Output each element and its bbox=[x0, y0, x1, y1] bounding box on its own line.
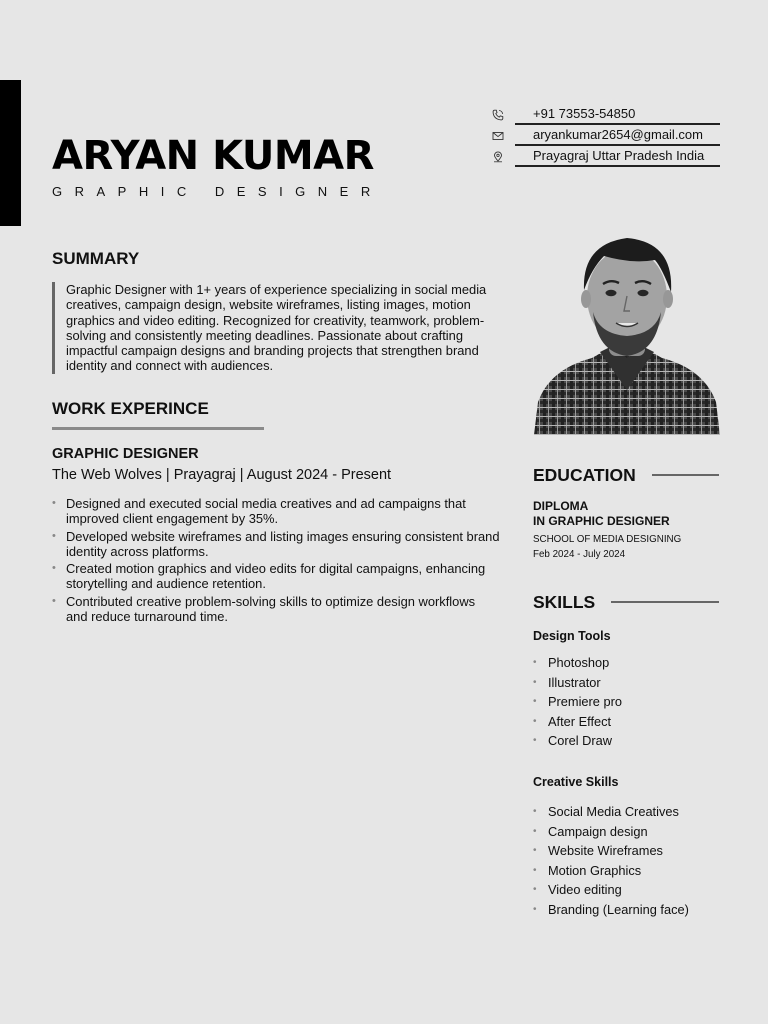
edu-degree bbox=[533, 499, 670, 529]
skill-item: • Premiere pro bbox=[533, 692, 622, 712]
work-bullet: • Designed and executed social media creatives and ad campaigns that improved client engagement by 35%. bbox=[52, 496, 500, 527]
job-meta: The Web Wolves | Prayagraj | August 2024 - Present bbox=[52, 467, 392, 483]
work-bullet: • Created motion graphics and video edits for digital campaigns, enhancing storytelling and audience retention. bbox=[52, 561, 500, 592]
work-bullet: • Developed website wireframes and listing images ensuring consistent brand identity across platforms. bbox=[52, 529, 500, 560]
skill-item: • Social Media Creatives bbox=[533, 802, 689, 822]
contact-block bbox=[490, 104, 720, 167]
skill-item: • Video editing bbox=[533, 880, 689, 900]
education-divider bbox=[652, 474, 719, 476]
accent-bar bbox=[0, 80, 21, 226]
edu-degree-line2: IN GRAPHIC DESIGNER bbox=[533, 514, 670, 528]
design-tools-heading: Design Tools bbox=[533, 629, 611, 643]
summary-heading: SUMMARY bbox=[52, 249, 140, 268]
resume-role: GRAPHIC DESIGNER bbox=[52, 184, 383, 199]
summary-text: Graphic Designer with 1+ years of experience specializing in social media creatives, campaign design, website wireframes, listing images, motion graphics and video editing. Recognized for creativity, teamwork, problem-solving and consistently meeting deadlines. Passionate about crafting impactful campaign designs and branding projects that strengthen brand identity and connect with audiences. bbox=[52, 282, 500, 374]
work-divider bbox=[52, 427, 264, 430]
email-address[interactable]: aryankumar2654@gmail.com bbox=[515, 126, 720, 146]
profile-photo bbox=[534, 230, 720, 435]
design-tools-list bbox=[533, 653, 622, 751]
skill-item: • Website Wireframes bbox=[533, 841, 689, 861]
resume-name: ARYAN KUMAR bbox=[52, 133, 374, 179]
edu-school: SCHOOL OF MEDIA DESIGNING bbox=[533, 534, 682, 545]
contact-email bbox=[490, 125, 720, 146]
skill-item: • Campaign design bbox=[533, 822, 689, 842]
creative-skills-heading: Creative Skills bbox=[533, 775, 619, 789]
contact-phone bbox=[490, 104, 720, 125]
skill-item: • Branding (Learning face) bbox=[533, 900, 689, 920]
skills-heading: SKILLS bbox=[533, 592, 596, 612]
skill-item: • Corel Draw bbox=[533, 731, 622, 751]
skill-item: • Illustrator bbox=[533, 673, 622, 693]
creative-skills-list bbox=[533, 802, 689, 919]
phone-icon bbox=[490, 107, 506, 123]
skills-divider bbox=[611, 601, 719, 603]
edu-degree-line1: DIPLOMA bbox=[533, 499, 589, 513]
work-bullets bbox=[52, 496, 500, 626]
work-heading: WORK EXPERINCE bbox=[52, 399, 209, 418]
skill-item: • Motion Graphics bbox=[533, 861, 689, 881]
email-icon bbox=[490, 128, 506, 144]
education-heading: EDUCATION bbox=[533, 465, 636, 485]
edu-dates: Feb 2024 - July 2024 bbox=[533, 549, 626, 560]
job-title: GRAPHIC DESIGNER bbox=[52, 446, 199, 462]
location-icon bbox=[490, 149, 506, 165]
skill-item: • Photoshop bbox=[533, 653, 622, 673]
work-bullet: • Contributed creative problem-solving skills to optimize design workflows and reduce turnaround time. bbox=[52, 594, 500, 625]
contact-location bbox=[490, 146, 720, 167]
phone-number[interactable]: +91 73553-54850 bbox=[515, 105, 720, 125]
location: Prayagraj Uttar Pradesh India bbox=[515, 147, 720, 167]
skill-item: • After Effect bbox=[533, 712, 622, 732]
